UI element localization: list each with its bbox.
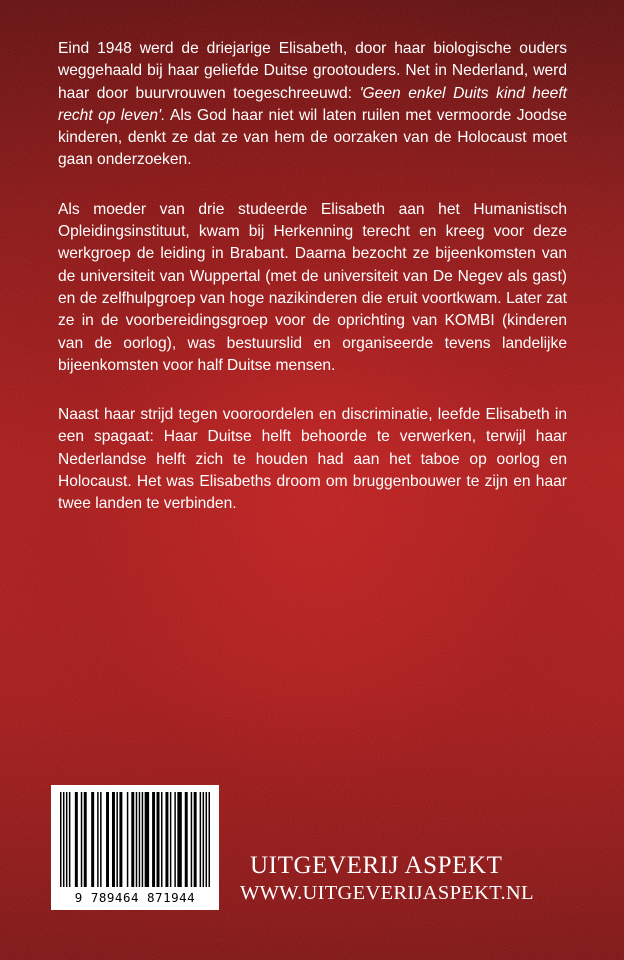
barcode-bar	[145, 792, 149, 887]
barcode-bar	[91, 792, 94, 887]
barcode-bar	[185, 792, 188, 887]
barcode-bar	[97, 792, 98, 887]
barcode-bar	[200, 792, 201, 887]
isbn-barcode	[51, 785, 219, 910]
barcode-bar	[152, 792, 155, 887]
barcode-bar	[131, 792, 134, 887]
barcode-bar	[69, 792, 70, 887]
barcode-bar	[170, 792, 171, 887]
paragraph-1-rest: Als God haar niet wil laten ruilen met vermoorde Joodse kinderen, denkt ze dat ze van hem de oorzaken van de Holocaust moet gaan onderzoeken.	[58, 106, 567, 169]
isbn-number: 9 789464 871944	[74, 890, 196, 905]
barcode-bar	[174, 792, 175, 887]
blurb-paragraph-2: Als moeder van drie studeerde Elisabeth aan het Humanistisch Opleidingsinstituut, kwam bij Herkenning terecht en kreeg voor deze werkgroep de leiding in Brabant. Daarna bezocht ze bijeenkomsten van de universiteit van Wuppertal (met de universiteit van De Negev als gast) en de zelfhulpgroep van hoge nazikinderen die eruit voortkwam. Later zat ze in de voorbereidingsgroep voor de oprichting van KOMBI (kinderen van de oorlog), was bestuurslid en organiseerde tevens landelijke bijeenkomsten voor half Duitse mensen.	[58, 200, 567, 374]
barcode-bar	[209, 792, 210, 887]
barcode-bar	[100, 792, 101, 887]
barcode-bar	[63, 792, 64, 887]
barcode-bar	[127, 792, 128, 887]
barcode-bar	[194, 792, 197, 887]
barcode-bar	[142, 792, 143, 887]
barcode-bar	[81, 792, 82, 887]
paragraph-1-intro: Eind 1948 werd de driejarige Elisabeth, door haar biologische ouders weggehaald bij haar geliefde Duitse grootouders. Net in Nederland, werd haar door buurvrouwen toegeschreeuwd:	[58, 40, 567, 102]
barcode-bar	[106, 792, 109, 887]
barcode-bar	[161, 792, 162, 887]
barcode-bar	[191, 792, 192, 887]
barcode-bar	[157, 792, 160, 887]
blurb-paragraph-3: Naast haar strijd tegen vooroordelen en discriminatie, leefde Elisabeth in een spagaat: Haar Duitse helft behoorde te verwerken, terwijl haar Nederlandse helft zich te houden had aan het taboe op oorlog en Holocaust. Het was Elisabeths droom om bruggenbouwer te zijn en haar twee landen te verbinden.	[58, 406, 567, 513]
blurb	[58, 38, 567, 543]
barcode-bar	[136, 792, 137, 887]
barcode-bar	[66, 792, 67, 887]
blurb-paragraph-1	[58, 38, 567, 172]
publisher-name: UITGEVERIJ ASPEKT	[250, 852, 503, 879]
barcode-bar	[177, 792, 181, 887]
barcode-bar	[119, 792, 122, 887]
publisher-website: WWW.UITGEVERIJASPEKT.NL	[240, 882, 534, 904]
paragraph-1-quote: 'Geen enkel Duits kind heeft recht op leven'.	[58, 84, 567, 124]
barcode-bar	[84, 792, 87, 887]
barcode-bar	[139, 792, 140, 887]
barcode-bar	[165, 792, 168, 887]
barcode-bar	[112, 792, 115, 887]
barcode-bars	[60, 792, 210, 887]
barcode-bar	[203, 792, 204, 887]
barcode-bar	[75, 792, 78, 887]
barcode-bar	[60, 792, 61, 887]
barcode-bar	[116, 792, 117, 887]
barcode-bar	[206, 792, 207, 887]
